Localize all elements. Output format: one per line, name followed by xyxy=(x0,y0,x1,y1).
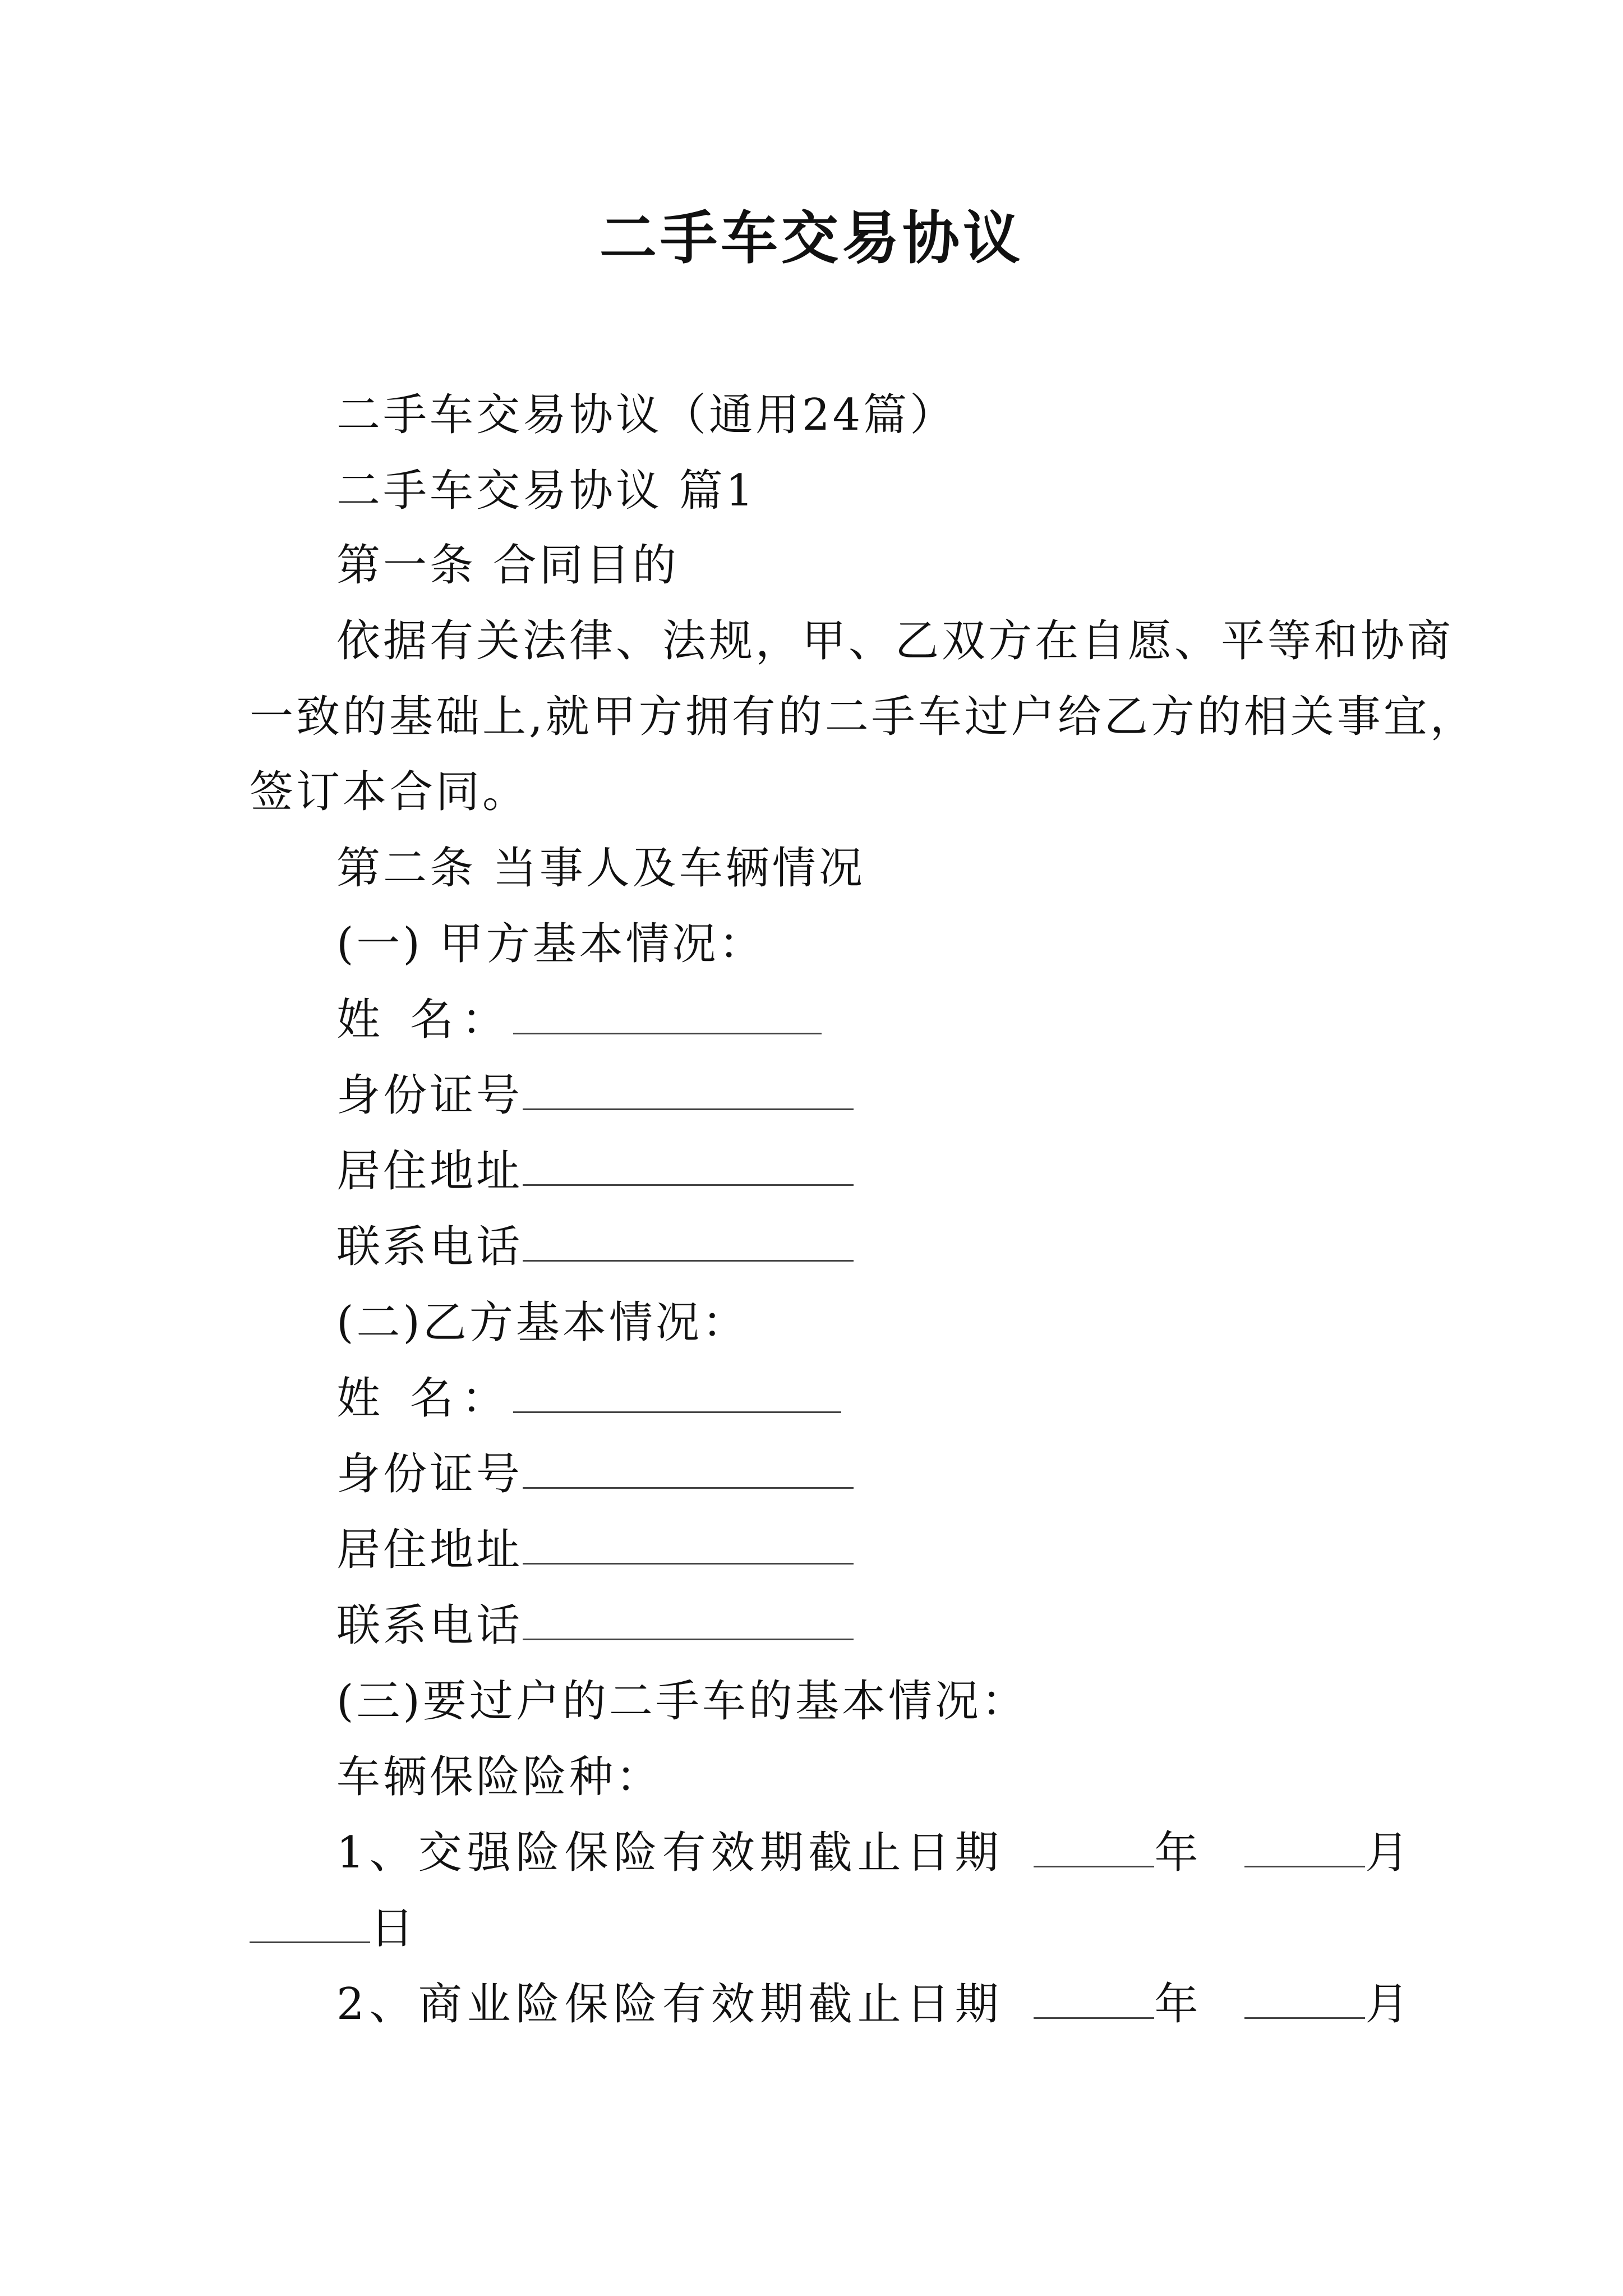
party-b-phone-label: 联系电话 xyxy=(336,1600,523,1651)
party-b-address-row xyxy=(336,1522,854,1578)
article1-paragraph-line3: 签订本合同。 xyxy=(250,767,529,817)
party-a-heading: (一) 甲方基本情况： xyxy=(336,919,766,969)
item2-year-blank xyxy=(1034,1978,1154,2019)
item2-month-blank xyxy=(1244,1978,1365,2019)
party-b-id-row xyxy=(336,1446,854,1502)
item1-month-label: 月 xyxy=(1365,1828,1414,1878)
party-b-phone-blank xyxy=(523,1599,854,1640)
insurance-item1-row xyxy=(336,1825,1414,1881)
article1-heading: 第一条 合同目的 xyxy=(336,540,679,591)
item1-year-label: 年 xyxy=(1154,1828,1204,1878)
party-a-id-blank xyxy=(523,1069,854,1110)
party-b-address-label: 居住地址 xyxy=(336,1525,523,1575)
party-a-phone-label: 联系电话 xyxy=(336,1222,523,1272)
item1-month-blank xyxy=(1244,1826,1365,1867)
item2-month-label: 月 xyxy=(1365,1979,1414,2030)
party-a-id-row xyxy=(336,1068,854,1124)
party-b-id-blank xyxy=(523,1448,854,1489)
insurance-item2-row xyxy=(336,1976,1414,2032)
article1-paragraph-line2: 一致的基础上,就甲方拥有的二手车过户给乙方的相关事宜， xyxy=(250,692,1477,742)
party-a-address-blank xyxy=(523,1145,854,1186)
party-b-name-label: 姓 名： xyxy=(336,1373,513,1424)
party-b-id-label: 身份证号 xyxy=(336,1449,523,1499)
article2-heading: 第二条 当事人及车辆情况 xyxy=(336,843,865,894)
party-a-phone-row xyxy=(336,1219,854,1275)
party-b-name-blank xyxy=(513,1372,841,1413)
party-a-address-row xyxy=(336,1143,854,1199)
party-a-name-label: 姓 名： xyxy=(336,995,513,1045)
item2-year-label: 年 xyxy=(1154,1979,1204,2030)
party-b-name-row xyxy=(336,1370,841,1427)
party-a-name-row xyxy=(336,992,822,1048)
insurance-label: 车辆保险险种： xyxy=(336,1752,663,1802)
party-b-address-blank xyxy=(523,1524,854,1565)
insurance-item2-label: 2、商业险保险有效期截止日期 xyxy=(336,1979,1004,2030)
party-a-id-label: 身份证号 xyxy=(336,1070,523,1121)
insurance-item1-day-row xyxy=(250,1901,417,1957)
vehicle-heading: (三)要过户的二手车的基本情况： xyxy=(336,1676,1028,1727)
document-title: 二手车交易协议 xyxy=(600,205,1023,272)
party-a-address-label: 居住地址 xyxy=(336,1146,523,1197)
insurance-item1-label: 1、交强险保险有效期截止日期 xyxy=(336,1828,1004,1878)
party-b-phone-row xyxy=(336,1598,854,1654)
item1-day-blank xyxy=(250,1902,370,1943)
section-heading: 二手车交易协议 篇1 xyxy=(336,466,757,516)
party-a-name-blank xyxy=(513,993,822,1034)
party-a-phone-blank xyxy=(523,1221,854,1262)
article1-paragraph-line1: 依据有关法律、法规，甲、乙双方在自愿、平等和协商 xyxy=(336,616,1454,666)
party-b-heading: (二)乙方基本情况： xyxy=(336,1297,749,1348)
subtitle: 二手车交易协议（通用24篇） xyxy=(336,390,957,440)
item1-year-blank xyxy=(1034,1826,1154,1867)
item1-day-label: 日 xyxy=(370,1903,417,1954)
